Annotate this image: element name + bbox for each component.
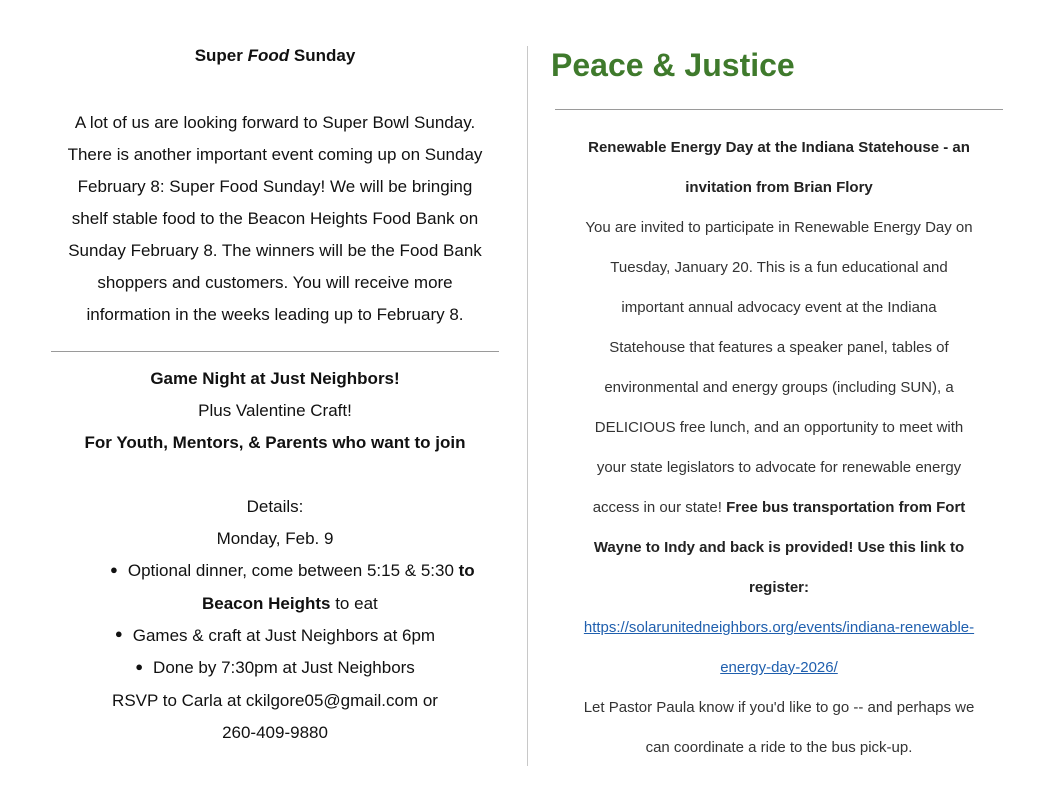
registration-link-part1[interactable]: https://solarunitedneighbors.org/events/indiana-renewable- bbox=[583, 619, 975, 636]
bullet-icon: ● bbox=[135, 658, 144, 674]
registration-link[interactable] bbox=[551, 608, 1007, 648]
body-line: environmental and energy groups (including SUN), a bbox=[604, 379, 954, 396]
peace-justice-heading: Peace & Justice bbox=[551, 47, 795, 83]
peace-justice-header bbox=[551, 40, 1007, 90]
registration-link-part2[interactable]: energy-day-2026/ bbox=[720, 659, 838, 676]
body-line: Tuesday, January 20. This is a fun educational and bbox=[610, 259, 948, 276]
registration-link-continued[interactable] bbox=[551, 648, 1007, 688]
super-food-line: There is another important event coming up on Sunday bbox=[67, 145, 483, 164]
bus-info-line: register: bbox=[748, 579, 810, 596]
right-divider bbox=[555, 109, 1003, 110]
super-food-line: shoppers and customers. You will receive more bbox=[97, 273, 453, 292]
body-line: Statehouse that features a speaker panel, tables of bbox=[609, 339, 949, 356]
column-divider bbox=[527, 46, 528, 766]
super-food-section bbox=[40, 42, 510, 331]
super-food-line: February 8: Super Food Sunday! We will be bringing bbox=[77, 177, 473, 196]
list-item: ● Optional dinner, come between 5:15 & 5:30 to Beacon Heights to eat bbox=[40, 555, 510, 620]
body-line: You are invited to participate in Renewable Energy Day on bbox=[585, 219, 973, 236]
game-night-audience: For Youth, Mentors, & Parents who want to join bbox=[84, 433, 466, 452]
body-line: access in our state! Free bus transportation from Fort bbox=[592, 499, 966, 516]
list-item: ● Games & craft at Just Neighbors at 6pm bbox=[40, 620, 510, 653]
rsvp-phone: 260-409-9880 bbox=[222, 722, 328, 742]
body-line: important annual advocacy event at the Indiana bbox=[621, 299, 937, 316]
bullet-icon: ● bbox=[110, 561, 118, 577]
body-line: DELICIOUS free lunch, and an opportunity to meet with bbox=[594, 419, 964, 436]
event-title-line: invitation from Brian Flory bbox=[685, 179, 873, 196]
details-label: Details: bbox=[246, 497, 304, 516]
super-food-title: Super Food Sunday bbox=[194, 46, 356, 65]
closing-line: can coordinate a ride to the bus pick-up. bbox=[645, 739, 913, 756]
details-list bbox=[40, 555, 510, 685]
game-night-section bbox=[40, 363, 510, 749]
spacer bbox=[40, 459, 510, 491]
super-food-body bbox=[40, 107, 510, 331]
game-night-title: Game Night at Just Neighbors! bbox=[150, 369, 400, 388]
body-line: your state legislators to advocate for renewable energy bbox=[596, 459, 962, 476]
left-divider bbox=[51, 351, 499, 352]
rsvp-line: RSVP to Carla at ckilgore05@gmail.com or bbox=[112, 690, 438, 710]
closing-line: Let Pastor Paula know if you'd like to go -- and perhaps we bbox=[583, 699, 975, 716]
list-item: ● Done by 7:30pm at Just Neighbors bbox=[40, 652, 510, 685]
event-title-line: Renewable Energy Day at the Indiana Statehouse - an bbox=[588, 139, 970, 156]
super-food-line: shelf stable food to the Beacon Heights Food Bank on bbox=[71, 209, 479, 228]
event-date: Monday, Feb. 9 bbox=[216, 529, 334, 548]
super-food-line: information in the weeks leading up to February 8. bbox=[86, 305, 464, 324]
peace-justice-body bbox=[551, 128, 1007, 768]
super-food-line: Sunday February 8. The winners will be the Food Bank bbox=[68, 241, 482, 260]
bullet-icon: ● bbox=[114, 626, 123, 642]
bus-info-line: Wayne to Indy and back is provided! Use this link to bbox=[593, 539, 965, 556]
game-night-subtitle: Plus Valentine Craft! bbox=[198, 401, 352, 420]
super-food-line: A lot of us are looking forward to Super Bowl Sunday. bbox=[74, 113, 476, 132]
